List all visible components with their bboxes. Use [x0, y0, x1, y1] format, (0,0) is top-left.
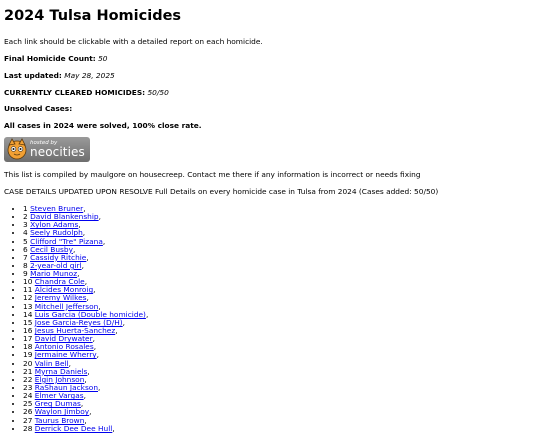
list-item: • 10 Chandra Cole,: [23, 278, 536, 286]
list-item: • 25 Greg Dumas,: [23, 400, 536, 408]
case-link[interactable]: David Drywater: [34, 334, 93, 344]
case-link[interactable]: Waylon Jimboy: [34, 407, 90, 417]
case-number: 1: [23, 203, 28, 213]
case-link[interactable]: Cecil Busby: [30, 244, 73, 254]
last-updated: [4, 72, 536, 81]
list-item: • 26 Waylon Jimboy,: [23, 408, 536, 416]
case-link[interactable]: Steven Bruner: [30, 203, 84, 213]
neocities-cat-icon: [4, 137, 30, 162]
case-number: 24: [23, 391, 33, 401]
case-number: 22: [23, 374, 33, 384]
badge-small-text: hosted by: [30, 139, 58, 146]
case-number: 11: [23, 285, 33, 295]
list-item: • 9 Mario Munoz,: [23, 270, 536, 278]
neocities-badge[interactable]: [4, 137, 90, 162]
case-link[interactable]: Elgin Johnson: [34, 374, 85, 384]
case-link[interactable]: Jermaine Wherry: [34, 350, 97, 360]
badge-text: [30, 141, 85, 159]
case-number: 15: [23, 317, 33, 327]
case-link[interactable]: Seely Rudolph: [30, 228, 83, 238]
intro-text: Each link should be clickable with a detailed report on each homicide.: [4, 36, 263, 46]
details-note: CASE DETAILS UPDATED UPON RESOLVE Full Details on every homicide case in Tulsa from 2024 (Cases added: 50/50): [4, 187, 439, 197]
case-link[interactable]: Elmer Vargas: [34, 391, 84, 401]
case-number: 5: [23, 236, 28, 246]
case-number: 8: [23, 260, 28, 270]
page: [0, 9, 540, 433]
list-item: • 6 Cecil Busby,: [23, 246, 536, 254]
cleared-label: CURRENTLY CLEARED HOMICIDES:: [4, 87, 146, 97]
solved-note: All cases in 2024 were solved, 100% close rate.: [4, 121, 202, 131]
case-number: 10: [23, 277, 33, 287]
case-link[interactable]: Jeremy Wilkes: [34, 293, 87, 303]
case-number: 19: [23, 350, 33, 360]
list-item: • 27 Taurus Brown,: [23, 417, 536, 425]
case-number: 6: [23, 244, 28, 254]
list-item: • 19 Jermaine Wherry,: [23, 351, 536, 359]
case-link[interactable]: RaShaun Jackson: [34, 383, 98, 393]
list-item: • 2 David Blankenship,: [23, 213, 536, 221]
compiled-note: This list is compiled by maulgore on housecreep. Contact me there if any information is incorrect or needs fixing: [4, 170, 421, 180]
last-updated-value: May 28, 2025: [64, 70, 115, 80]
case-link[interactable]: Jose Garcia-Reyes (D/H): [34, 317, 123, 327]
case-link[interactable]: Xylon Adams: [30, 220, 79, 230]
case-link[interactable]: Myrna Daniels: [34, 366, 88, 376]
case-number: 17: [23, 334, 33, 344]
list-item: • 3 Xylon Adams,: [23, 221, 536, 229]
case-list: [4, 205, 536, 433]
case-link[interactable]: Taurus Brown: [34, 415, 85, 425]
list-item: • 4 Seely Rudolph,: [23, 229, 536, 237]
case-number: 27: [23, 415, 33, 425]
list-item: • 17 David Drywater,: [23, 335, 536, 343]
case-link[interactable]: Chandra Cole: [34, 277, 85, 287]
cleared-homicides: [4, 89, 536, 98]
case-number: 9: [23, 269, 28, 279]
case-link[interactable]: Greg Dumas: [34, 399, 81, 409]
list-item: • 18 Antonio Rosales,: [23, 343, 536, 351]
list-item: • 14 Luis Garcia (Double homicide),: [23, 311, 536, 319]
list-item: • 22 Elgin Johnson,: [23, 376, 536, 384]
case-link[interactable]: Alcides Monroig: [34, 285, 94, 295]
list-item: • 16 Jesus Huerta-Sanchez,: [23, 327, 536, 335]
case-link[interactable]: Valin Bell: [34, 358, 69, 368]
case-number: 14: [23, 309, 33, 319]
case-number: 23: [23, 383, 33, 393]
case-number: 13: [23, 301, 33, 311]
list-item: • 28 Derrick Dee Dee Hull,: [23, 425, 536, 433]
case-link[interactable]: Jesus Huerta-Sanchez: [34, 326, 116, 336]
case-link[interactable]: Cassidy Ritchie: [30, 252, 87, 262]
last-updated-label: Last updated:: [4, 70, 62, 80]
case-link[interactable]: 2-year-old girl: [30, 260, 82, 270]
case-number: 16: [23, 326, 33, 336]
list-item: • 24 Elmer Vargas,: [23, 392, 536, 400]
case-number: 7: [23, 252, 28, 262]
list-item: • 21 Myrna Daniels,: [23, 368, 536, 376]
final-count-value: 50: [98, 53, 108, 63]
case-number: 25: [23, 399, 33, 409]
list-item: • 12 Jeremy Wilkes,: [23, 294, 536, 302]
case-link[interactable]: Clifford "Tre" Pizana: [30, 236, 103, 246]
case-number: 12: [23, 293, 33, 303]
case-number: 21: [23, 366, 33, 376]
case-number: 2: [23, 212, 28, 222]
list-item: • 8 2-year-old girl,: [23, 262, 536, 270]
list-item: • 20 Valin Bell,: [23, 360, 536, 368]
case-number: 18: [23, 342, 33, 352]
case-link[interactable]: David Blankenship: [30, 212, 99, 222]
case-number: 4: [23, 228, 28, 238]
list-item: • 1 Steven Bruner,: [23, 205, 536, 213]
cleared-value: 50/50: [147, 87, 169, 97]
page-title: 2024 Tulsa Homicides: [4, 8, 182, 24]
case-link[interactable]: Derrick Dee Dee Hull: [34, 423, 113, 433]
case-number: 28: [23, 423, 33, 433]
list-item: • 7 Cassidy Ritchie,: [23, 254, 536, 262]
case-link[interactable]: Luis Garcia (Double homicide): [34, 309, 146, 319]
badge-big-text: neocities: [30, 145, 85, 160]
list-item: • 11 Alcides Monroig,: [23, 286, 536, 294]
list-item: • 13 Mitchell Jefferson,: [23, 303, 536, 311]
case-number: 26: [23, 407, 33, 417]
list-item: • 5 Clifford "Tre" Pizana,: [23, 238, 536, 246]
final-count: [4, 55, 536, 64]
case-number: 3: [23, 220, 28, 230]
case-link[interactable]: Mario Munoz: [30, 269, 78, 279]
case-number: 20: [23, 358, 33, 368]
final-count-label: Final Homicide Count:: [4, 53, 96, 63]
case-link[interactable]: Antonio Rosales: [34, 342, 94, 352]
list-item: • 23 RaShaun Jackson,: [23, 384, 536, 392]
case-link[interactable]: Mitchell Jefferson: [34, 301, 99, 311]
unsolved-label: Unsolved Cases:: [4, 104, 73, 114]
list-item: • 15 Jose Garcia-Reyes (D/H),: [23, 319, 536, 327]
